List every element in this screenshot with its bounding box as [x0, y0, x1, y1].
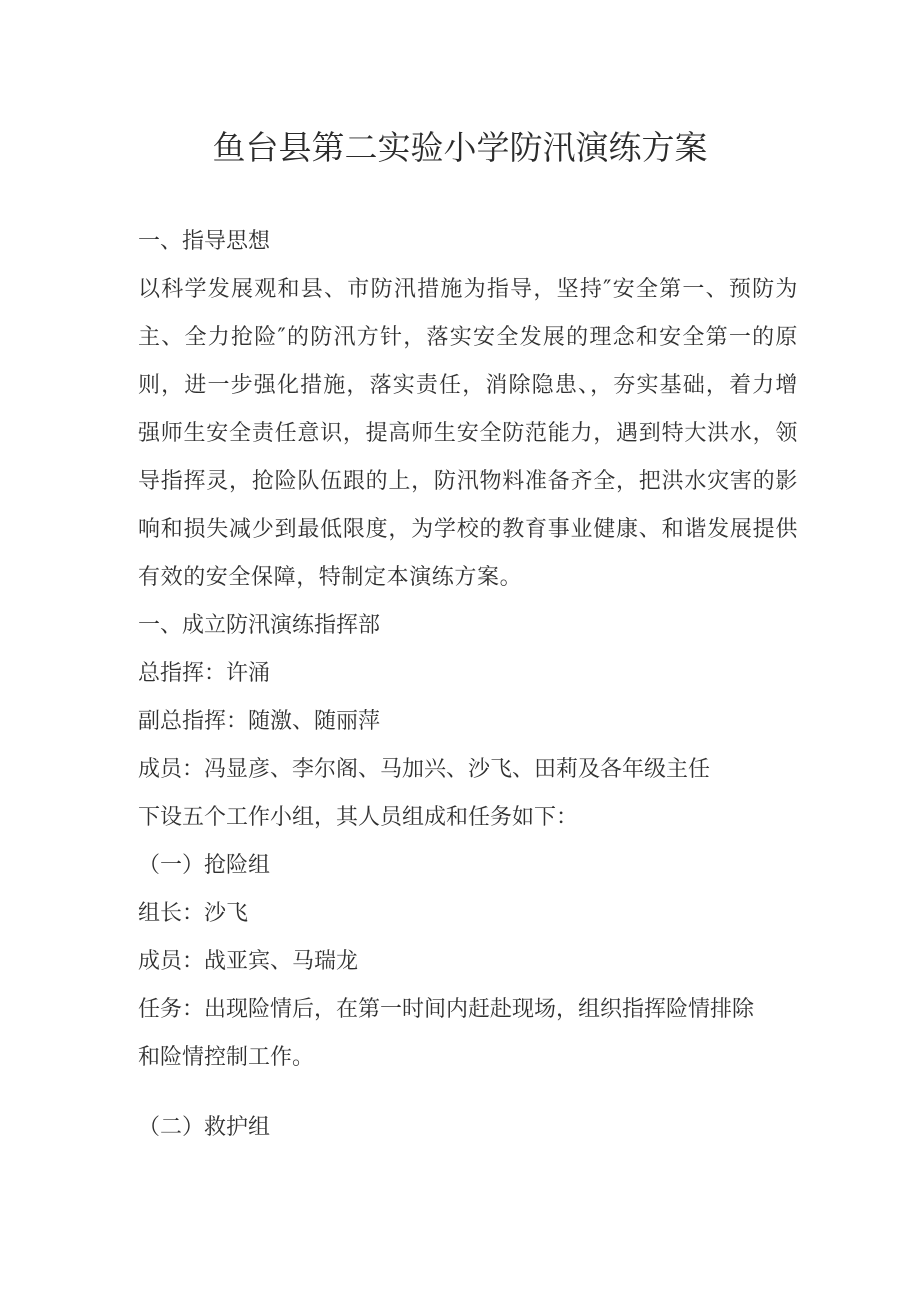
- commander-line: 总指挥：许涌: [138, 661, 271, 686]
- group1-members-line: 成员：战亚宾、马瑞龙: [138, 949, 359, 974]
- deputy-commander-line: 副总指挥：随激、随丽萍: [138, 709, 381, 734]
- section-heading-guiding: 一、指导思想: [138, 229, 271, 254]
- group1-heading: （一）抢险组: [138, 853, 271, 878]
- guiding-paragraph: 以科学发展观和县、市防汛措施为指导，坚持″安全第一、预防为主、全力抢险″的防汛方针，落实安全发展的理念和安全第一的原则，进一步强化措施，落实责任，消除隐患、，夯实基础，着力增强师生安全责任意识，提高师生安全防范能力，遇到特大洪水，领导指挥灵，抢险队伍跟的上，防汛物料准备齐全，把洪水灾害的影响和损失减少到最低限度，为学校的教育事业健康、和谐发展提供有效的安全保障，特制定本演练方案。: [138, 277, 798, 590]
- document-body: [138, 218, 798, 1152]
- document-title: 鱼台县第二实验小学防汛演练方案: [212, 128, 708, 167]
- paragraph-gap: [138, 1082, 798, 1104]
- members-line: 成员：冯显彦、李尔阁、马加兴、沙飞、田莉及各年级主任: [138, 757, 711, 782]
- group1-task-paragraph: 任务：出现险情后，在第一时间内赶赴现场，组织指挥险情排除和险情控制工作。: [138, 997, 755, 1070]
- group1-leader-line: 组长：沙飞: [138, 901, 249, 926]
- groups-intro-line: 下设五个工作小组，其人员组成和任务如下：: [138, 805, 579, 830]
- section-heading-command: 一、成立防汛演练指挥部: [138, 613, 381, 638]
- group2-heading: （二）救护组: [138, 1115, 271, 1140]
